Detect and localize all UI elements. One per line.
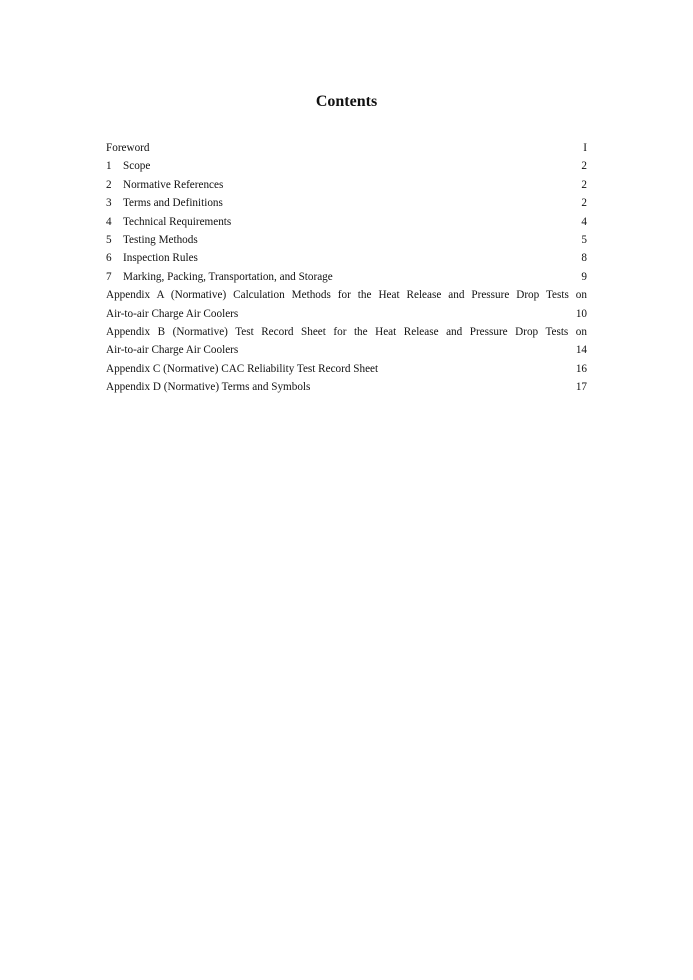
toc-entry-page: 4: [581, 215, 587, 228]
toc-entry-number: 4: [106, 215, 112, 228]
toc-entry-page: 10: [575, 307, 587, 320]
toc-entry-testing-methods[interactable]: [106, 231, 587, 249]
table-of-contents: [106, 139, 587, 396]
toc-entry-page: 16: [575, 362, 587, 375]
toc-entry-terms-definitions[interactable]: [106, 194, 587, 212]
toc-entry-page: 2: [581, 160, 587, 173]
toc-entry-text-line1: Appendix B (Normative) Test Record Sheet for the Heat Release and Pressure Drop Tests on: [106, 325, 587, 338]
toc-entry-text-line2: Air-to-air Charge Air Coolers: [106, 344, 239, 357]
toc-entry-text: Appendix C (Normative) CAC Reliability Test Record Sheet: [106, 362, 379, 375]
toc-entry-text: Marking, Packing, Transportation, and Storage: [123, 270, 333, 283]
toc-entry-text: Foreword: [106, 142, 150, 154]
toc-entry-number: 6: [106, 252, 112, 265]
toc-entry-appendix-b[interactable]: [106, 323, 587, 360]
toc-entry-page: 2: [581, 197, 587, 210]
toc-entry-normative-references[interactable]: [106, 176, 587, 194]
toc-entry-text-line1: Appendix A (Normative) Calculation Methods for the Heat Release and Pressure Drop Tests on: [106, 289, 587, 302]
toc-entry-inspection-rules[interactable]: [106, 249, 587, 267]
toc-entry-appendix-a[interactable]: [106, 286, 587, 323]
toc-entry-text: Normative References: [123, 178, 224, 191]
toc-entry-page: 17: [575, 381, 587, 394]
toc-entry-page: 5: [581, 233, 587, 246]
toc-entry-scope[interactable]: [106, 157, 587, 175]
toc-entry-appendix-d[interactable]: [106, 378, 587, 396]
toc-entry-number: 7: [106, 270, 112, 283]
toc-entry-text: Scope: [123, 160, 151, 173]
toc-entry-page: 8: [581, 252, 587, 265]
toc-entry-number: 1: [106, 160, 112, 173]
toc-entry-number: 2: [106, 178, 112, 191]
toc-entry-text: Technical Requirements: [123, 215, 232, 228]
toc-entry-marking-packing[interactable]: [106, 268, 587, 286]
page-title: Contents: [315, 93, 378, 110]
toc-entry-text: Inspection Rules: [123, 252, 198, 265]
toc-entry-page: 9: [581, 270, 587, 283]
toc-entry-number: 5: [106, 233, 112, 246]
toc-entry-text: Terms and Definitions: [123, 197, 223, 210]
toc-entry-number: 3: [106, 197, 112, 210]
toc-entry-technical-requirements[interactable]: [106, 213, 587, 231]
toc-entry-page: 2: [581, 178, 587, 191]
toc-entry-text: Appendix D (Normative) Terms and Symbols: [106, 381, 311, 394]
toc-entry-page: 14: [575, 344, 587, 357]
toc-entry-text: Testing Methods: [123, 233, 198, 246]
toc-entry-text-line2: Air-to-air Charge Air Coolers: [106, 307, 239, 320]
toc-entry-page: I: [583, 142, 587, 154]
toc-entry-foreword[interactable]: [106, 139, 587, 157]
toc-entry-appendix-c[interactable]: [106, 360, 587, 378]
